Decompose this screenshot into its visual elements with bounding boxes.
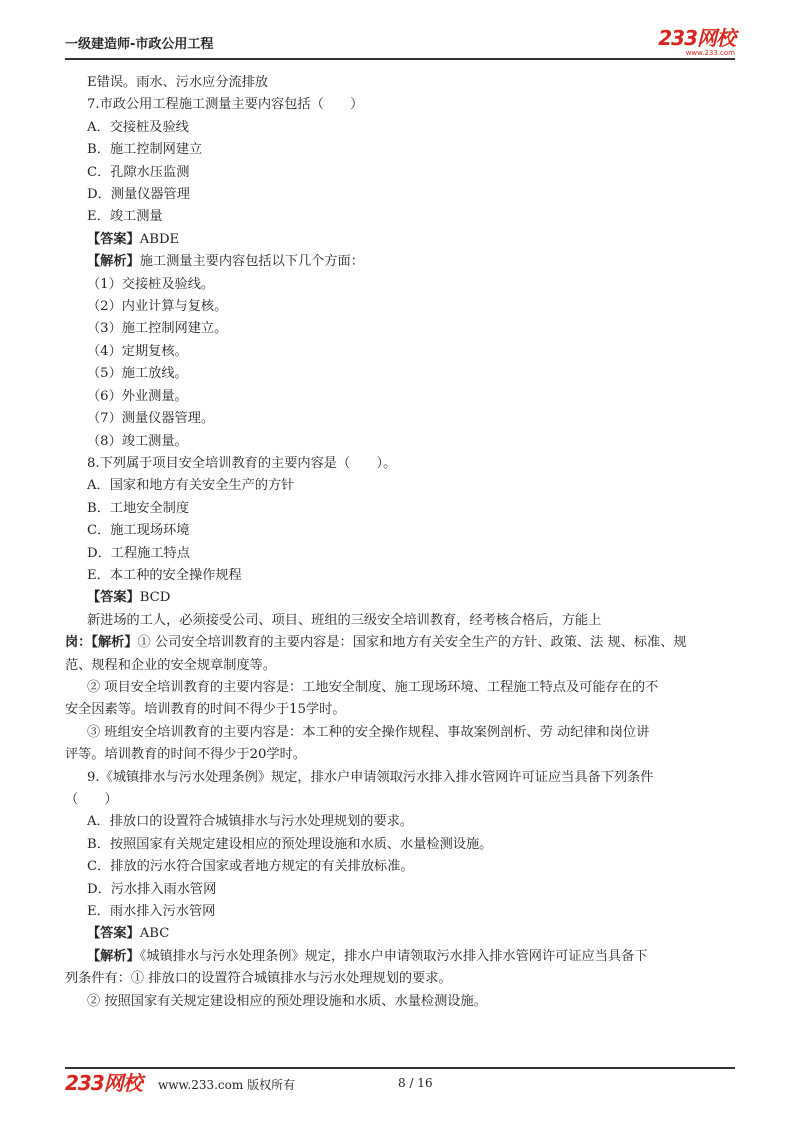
header-logo [658,28,735,57]
document-body [65,72,737,1013]
option-b: B．按照国家有关规定建设相应的预处理设施和水质、水量检测设施。 [87,836,493,852]
text-line: 安全因素等。培训教育的时间不得少于15学时。 [65,702,346,718]
question-7: 7.市政公用工程施工测量主要内容包括（ ） [87,97,364,113]
option-b: B．施工控制网建立 [87,142,203,158]
option-c: C．施工现场环境 [87,523,190,539]
text-line: （ ） [65,792,118,807]
option-e: E．本工种的安全操作规程 [87,567,242,583]
question-9: 9.《城镇排水与污水处理条例》规定，排水户申请领取污水排入排水管网许可证应当具备下列条件 [87,769,654,785]
text-line: E错误。雨水、污水应分流排放 [87,75,269,90]
analysis-label: 【解析】 [87,948,140,964]
answer-label: 【答案】 [87,926,140,942]
page-number: 8 / 16 [398,1076,433,1090]
question-8: 8.下列属于项目安全培训教育的主要内容是（ ）。 [87,455,397,471]
answer-value: BCD [139,590,171,606]
logo-url: www.233.com [685,49,735,57]
analysis-text: ① 公司安全培训教育的主要内容是：国家和地方有关安全生产的方针、政策、法 规、标准、规 [137,635,687,651]
analysis-text: 《城镇排水与污水处理条例》规定，排水户申请领取污水排入排水管网许可证应当具备下 [139,948,648,964]
option-b: B．工地安全制度 [87,500,190,516]
footer-divider [65,1067,735,1069]
analysis-line: 新进场的工人，必须接受公司、项目、班组的三级安全培训教育，经考核合格后，方能上 [87,612,602,628]
list-item: （2）内业计算与复核。 [87,299,228,315]
answer-line [65,587,737,609]
option-d: D．测量仪器管理 [87,187,190,203]
text-line: ③ 班组安全培训教育的主要内容是：本工种的安全操作规程、事故案例剖析、劳 动纪律和岗位讲 [87,724,650,740]
option-a: A．国家和地方有关安全生产的方针 [87,478,295,494]
text-line: 范、规程和企业的安全规章制度等。 [65,657,276,673]
logo-text: 233网校 [658,26,735,50]
option-e: E．雨水排入污水管网 [87,904,216,920]
footer-logo: 233网校 [65,1071,142,1095]
option-d: D．污水排入雨水管网 [87,881,217,897]
analysis-line [65,946,737,968]
answer-label: 【答案】 [87,231,140,247]
answer-value: ABC [139,926,170,942]
option-c: C．孔隙水压监测 [87,164,190,180]
page-footer [65,1072,735,1094]
footer-copyright: www.233.com 版权所有 [158,1078,296,1092]
header-title: 一级建造师-市政公用工程 [65,37,214,52]
answer-value: ABDE [139,231,180,247]
list-item: （6）外业测量。 [87,388,188,404]
list-item: （1）交接桩及验线。 [87,276,215,292]
option-a: A．排放口的设置符合城镇排水与污水处理规划的要求。 [87,814,414,830]
option-c: C．排放的污水符合国家或者地方规定的有关排放标准。 [87,859,414,875]
header-divider [65,58,735,60]
text-line: 列条件有：① 排放口的设置符合城镇排水与污水处理规划的要求。 [65,971,452,987]
list-item: （5）施工放线。 [87,366,188,382]
text-line: ② 按照国家有关规定建设相应的预处理设施和水质、水量检测设施。 [87,993,487,1009]
text-line: 评等。培训教育的时间不得少于20学时。 [65,747,306,763]
option-d: D．工程施工特点 [87,545,190,561]
option-a: A．交接桩及验线 [87,119,189,135]
answer-line [65,923,737,945]
analysis-line [65,632,737,654]
analysis-label: 岗：【解析】 [65,635,138,651]
analysis-label: 【解析】 [87,254,140,270]
list-item: （7）测量仪器管理。 [87,411,215,427]
option-e: E．竣工测量 [87,209,163,225]
answer-line [65,229,737,251]
page-header [65,28,735,58]
list-item: （8）竣工测量。 [87,433,188,449]
list-item: （3）施工控制网建立。 [87,321,228,337]
list-item: （4）定期复核。 [87,343,188,359]
analysis-line [65,251,737,273]
text-line: ② 项目安全培训教育的主要内容是：工地安全制度、施工现场环境、工程施工特点及可能存在的不 [87,679,659,695]
answer-label: 【答案】 [87,590,140,606]
analysis-text: 施工测量主要内容包括以下几个方面： [139,254,364,270]
